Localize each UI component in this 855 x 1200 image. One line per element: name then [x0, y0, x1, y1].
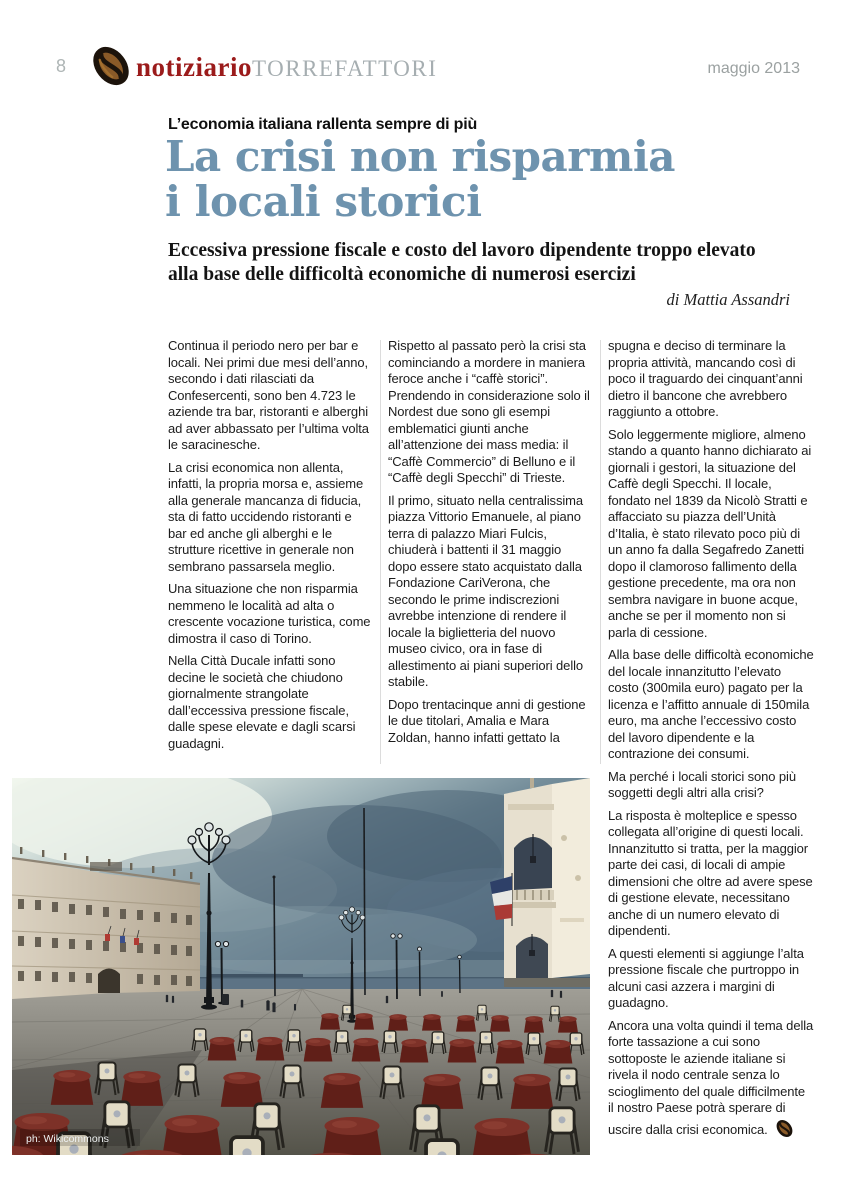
- paragraph: spugna e deciso di terminare la propria attività, mancando così di poco il traguardo dei cinquant’anni dietro il bancone che avrebbero raggiunto a ottobre.: [608, 338, 803, 419]
- subtitle-line-2: alla base delle difficoltà economiche di numerosi esercizi: [168, 264, 636, 285]
- article-kicker: L’economia italiana rallenta sempre di più: [168, 116, 478, 133]
- body-column-2: [388, 338, 592, 752]
- photo-caption-text: ph: Wikicommons: [26, 1133, 109, 1145]
- column-divider: [600, 340, 601, 764]
- issue-date: maggio 2013: [707, 60, 800, 77]
- coffee-bean-end-icon: [775, 1117, 794, 1140]
- paragraph: La risposta è molteplice e spesso collegata all’origine di questi locali. Innanzitutto si tratta, per la maggior parte dei casi, di locali di ampie dimensioni che oltre ad avere spese di gestione elevate, necessitano anche di un numero elevato di dipendenti.: [608, 807, 813, 938]
- paragraph: Ma perché i locali storici sono più soggetti degli altri alla crisi?: [608, 768, 796, 800]
- paragraph: [608, 1018, 814, 1140]
- title-line-1: La crisi non risparmia: [165, 132, 676, 181]
- page-number: 8: [56, 56, 67, 76]
- paragraph: Una situazione che non risparmia nemmeno le località ad alta o crescente vocazione turistica, come dimostra il caso di Torino.: [168, 581, 371, 646]
- brand-subtitle: TORREFATTORI: [251, 56, 438, 81]
- byline: di Mattia Assandri: [666, 290, 790, 309]
- article-title: [165, 134, 675, 224]
- brand-title: notiziario: [136, 52, 252, 82]
- paragraph: Rispetto al passato però la crisi sta cominciando a mordere in maniera feroce anche i “caffè storici”. Prendendo in considerazione solo il Nordest due sono gli esempi emblematici giunti anche all’attenzione dei mass media: il “Caffè Commercio” di Belluno e il “Caffè degli Specchi” di Trieste.: [388, 338, 590, 485]
- paragraph: Continua il periodo nero per bar e locali. Nei primi due mesi dell’anno, secondo i dati rilasciati da Confesercenti, sono ben 4.723 le aziende tra bar, ristoranti e alberghi ad aver abbassato per l’ultima volta le saracinesche.: [168, 338, 369, 452]
- coffee-bean-logo-icon: [90, 40, 132, 92]
- paragraph-text: Ancora una volta quindi il tema della forte tassazione a cui sono sottoposte le aziende italiane si rivela il nodo centrale senza lo scioglimento del quale difficilmente il nostro Paese potrà sperare di uscire dalla crisi economica.: [608, 1017, 814, 1137]
- paragraph: Dopo trentacinque anni di gestione le due titolari, Amalia e Mara Zoldan, hanno infatti gettato la: [388, 696, 586, 745]
- paragraph: Solo leggermente migliore, almeno stando a quanto hanno dichiarato ai giornali i gestori, la situazione del Caffè degli Specchi. Il locale, fondato nel 1839 da Nicolò Stratti e affacciato su piazza dell’Unità d’Italia, è stato rilevato poco più di un anno fa dalla Segafredo Zanetti dopo il clamoroso fallimento della gestione precedente, ma ora non sembra navigare in buone acque, anche se per il momento non si parla di cessione.: [608, 426, 812, 640]
- paragraph: Il primo, situato nella centralissima piazza Vittorio Emanuele, al piano terra di palazzo Miari Fulcis, chiuderà i battenti il 31 maggio dopo essere stato acquistato dalla Fondazione CariVerona, che secondo le prime indiscrezioni avrebbe intenzione di rendere il locale la biglietteria del nuovo museo civico, ora in fase di allestimento ai piani superiori dello stabile.: [388, 492, 584, 689]
- paragraph: Nella Città Ducale infatti sono decine le società che chiudono giornalmente strangolate dall’eccessiva pressione fiscale, dalle spese elevate e dagli scarsi guadagni.: [168, 653, 356, 751]
- paragraph: A questi elementi si aggiunge l’alta pressione fiscale che purtroppo in alcuni casi azzera i margini di guadagno.: [608, 945, 804, 1010]
- magazine-masthead: [136, 52, 437, 83]
- photo-caption: [20, 1129, 140, 1146]
- subtitle-line-1: Eccessiva pressione fiscale e costo del lavoro dipendente troppo elevato: [168, 240, 756, 261]
- article-subtitle: [168, 239, 818, 287]
- body-column-1: [168, 338, 372, 758]
- column-divider: [380, 340, 381, 764]
- photo-right-building: [490, 778, 590, 987]
- piazza-photo: [12, 778, 590, 1155]
- paragraph: Alla base delle difficoltà economiche del locale innanzitutto l’elevato costo (300mila euro) pagato per la licenza e l’affitto annuale di 150mila euro, ma anche l’eccessivo costo del lavoro dipendente e la contrazione dei consumi.: [608, 647, 814, 761]
- body-column-3: [608, 338, 814, 1146]
- paragraph: La crisi economica non allenta, infatti, la propria morsa e, assieme alla generale mancanza di fiducia, sta di fatto uccidendo ristoranti e bar ed anche gli alberghi e le strutture ricettive in generale non sembrano passarsela meglio.: [168, 459, 364, 574]
- title-line-2: i locali storici: [165, 177, 482, 226]
